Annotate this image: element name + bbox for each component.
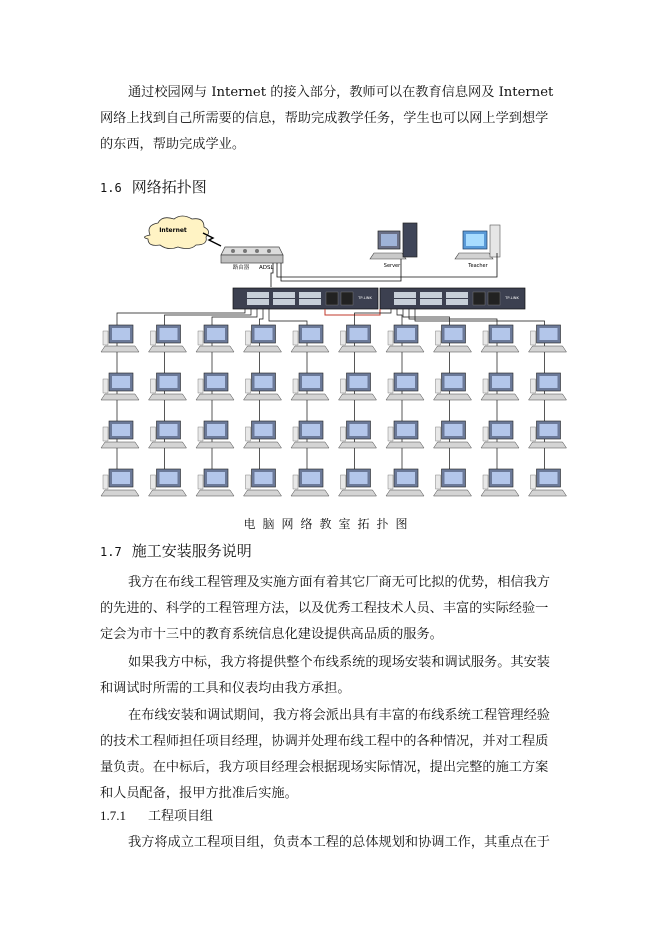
server-computer [370,223,417,269]
client-computer-icon [481,373,519,400]
client-computer-icon [386,373,424,400]
client-computer-icon [196,421,234,448]
section-title: 工程项目组 [148,809,214,824]
section-number: 1.7.1 [100,808,126,823]
client-computer-icon [196,325,234,352]
client-cables [117,309,545,475]
switch-right [380,288,525,309]
section-heading-1-7 [100,540,252,561]
section-heading-1-7-1 [100,805,213,824]
body-paragraph: 我方在布线工程管理及实施方面有着其它厂商无可比拟的优势，相信我方的先进的、科学的工程管理方法，以及优秀工程技术人员、丰富的实际经验一定会为市十三中的教育系统信息化建设提供高品质的服务。 [100,575,550,642]
section-number: 1.6 [100,181,122,195]
client-computer-icon [291,421,329,448]
adsl-router [221,247,283,271]
body-paragraph: 在布线安装和调试期间，我方将会派出具有丰富的布线系统工程管理经验的技术工程师担任项目经理，协调并处理布线工程中的各种情况，并对工程质量负责。在中标后，我方项目经理会根据现场实际情况，提出完整的施工方案和人员配备，报甲方批准后实施。 [100,708,550,801]
switch-right-brand: TP-LINK [505,296,519,300]
client-computer-icon [386,469,424,496]
client-computer-icon [244,325,282,352]
client-computer-icon [339,373,377,400]
client-computer-icon [434,469,472,496]
client-computer-icon [339,325,377,352]
client-computer-icon [339,469,377,496]
client-computer-icon [149,469,187,496]
client-computer-icon [244,421,282,448]
client-computer-icon [434,421,472,448]
stack-cable [325,309,380,315]
client-computer-icon [101,325,139,352]
client-computer-icon [196,469,234,496]
section-title: 施工安装服务说明 [131,542,252,560]
body-paragraph: 我方将成立工程项目组，负责本工程的总体规划和协调工作，其重点在于 [128,835,550,850]
client-computer-icon [386,421,424,448]
client-computer-icon [386,325,424,352]
router-label: ADSL [259,265,274,271]
client-computer-icon [339,421,377,448]
client-computer-icon [244,373,282,400]
svg-text:路由器: 路由器 [232,265,250,271]
client-computer-icon [529,421,567,448]
client-computer-icon [529,325,567,352]
teacher-computer [455,225,500,269]
section-title: 网络拓扑图 [131,178,207,196]
server-label: Server [383,263,401,269]
network-topology-diagram [95,205,570,515]
teacher-label: Teacher [468,263,488,269]
client-computer-icon [149,421,187,448]
client-computer-icon [244,469,282,496]
client-computer-icon [291,373,329,400]
section-number: 1.7 [100,545,122,559]
client-computer-icon [434,325,472,352]
client-computer-icon [196,373,234,400]
body-paragraph: 如果我方中标，我方将提供整个布线系统的现场安装和调试服务。其安装和调试时所需的工具和仪表均由我方承担。 [100,655,550,696]
client-computer-icon [149,373,187,400]
client-computer-icon [291,325,329,352]
internet-cloud [144,216,208,249]
client-computer-icon [481,421,519,448]
client-computer-icon [101,373,139,400]
switch-left-brand: TP-LINK [358,296,372,300]
switch-left [233,288,378,309]
intro-paragraph: 通过校园网与 Internet 的接入部分，教师可以在教育信息网及 Internet 网络上找到自己所需要的信息，帮助完成教学任务，学生也可以网上学到想学的东西，帮助完成学业。 [100,85,554,152]
internet-label: Internet [159,227,187,234]
client-computer-icon [101,421,139,448]
client-computer-icon [149,325,187,352]
diagram-caption: 电脑网络教室拓扑图 [243,517,415,531]
client-computer-icon [101,469,139,496]
client-computer-icon [529,469,567,496]
client-computer-icon [434,373,472,400]
client-computer-icon [481,325,519,352]
client-computer-icon [481,469,519,496]
section-heading-1-6 [100,176,207,197]
client-computer-icon [529,373,567,400]
client-computer-icon [291,469,329,496]
